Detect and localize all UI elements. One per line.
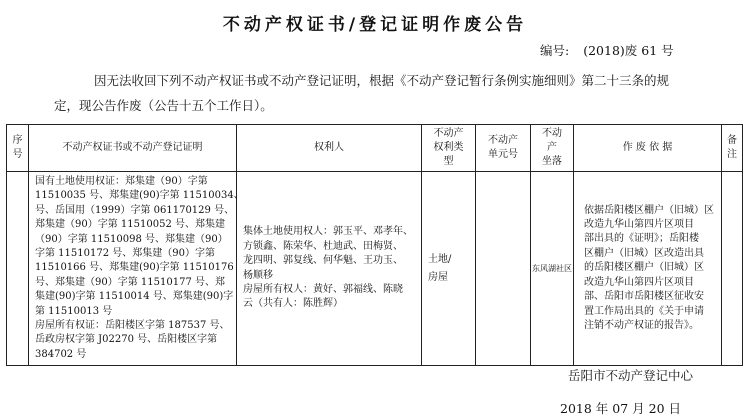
document-number <box>540 41 674 59</box>
notice-title: 不动产权证书/登记证明作废公告 <box>222 15 528 35</box>
header-seq: 序 号 <box>7 125 29 172</box>
cell-seq <box>7 172 29 366</box>
document-number-value: (2018)废 61 号 <box>583 43 674 58</box>
header-owner: 权利人 <box>237 125 422 172</box>
issuer-signature: 岳阳市不动产登记中心 <box>568 368 694 383</box>
header-certificate: 不动产权证书或不动产登记证明 <box>29 125 237 172</box>
header-right-type: 不动产 权利类 型 <box>422 125 476 172</box>
header-location: 不动 产 坐落 <box>531 125 574 172</box>
cell-unit-no <box>476 172 531 366</box>
cell-basis: 依据岳阳楼区棚户（旧城）区 改造九华山第四片区项目 部出具的《证明》；岳阳楼 区棚户（旧城）区改造出具 的岳阳楼区棚户（旧城）区 改造九华山第四片区项目 部、岳阳市岳阳楼区征收安 置工作局出具的《关于申请 注销不动产权证的报告》。 <box>574 172 722 366</box>
table-header-row <box>7 125 743 172</box>
cell-right-type: 土地/ 房屋 <box>422 172 476 366</box>
cell-certificate: 国有土地使用权证：郑集建（90）字第 11510035 号、郑集建(90)字第 11510034、 号、岳国用（1999）字第 061170129 号、 郑集建（90）字第 11510052 号、郑集建 （90）字第 11510098 号、郑集建（90） 字第 11510172 号、郑集建（90）字第 11510166 号、郑集建(90)字第 11510176 号、郑集建（90）字第 11510177 号、郑 集建(90)字第 11510014 号、郑集建(90)字 第 11510013 号 房屋所有权证：岳阳楼区字第 187537 号、 岳政房权字第 J02270 号、岳阳楼区字第 384702 号 <box>29 172 237 366</box>
notice-body-line-2: 定，现公告作废（公告十五个工作日）。 <box>54 98 273 113</box>
void-certificate-table <box>6 124 743 366</box>
cell-owner: 集体土地使用权人：郭玉平、邓孝年、 方锁鑫、陈荣华、杜迪武、田梅贤、 龙四明、郭复线、何华魁、王功玉、 杨顺移 房屋所有权人：黄好、郭福线、陈晓 云（共有人：陈胜辉） <box>237 172 422 366</box>
cell-note <box>722 172 743 366</box>
issue-date: 2018 年 07 月 20 日 <box>560 401 681 416</box>
document-number-label: 编号: <box>540 43 570 58</box>
table-row <box>7 172 743 366</box>
header-basis: 作 废 依 据 <box>574 125 722 172</box>
header-unit-no: 不动产 单元号 <box>476 125 531 172</box>
notice-body <box>54 68 702 118</box>
header-note: 备 注 <box>722 125 743 172</box>
notice-body-line-1: 因无法收回下列不动产权证书或不动产登记证明，根据《不动产登记暂行条例实施细则》第二十三条的规 <box>94 73 670 88</box>
cell-location: 东风湖社区 <box>531 172 574 366</box>
